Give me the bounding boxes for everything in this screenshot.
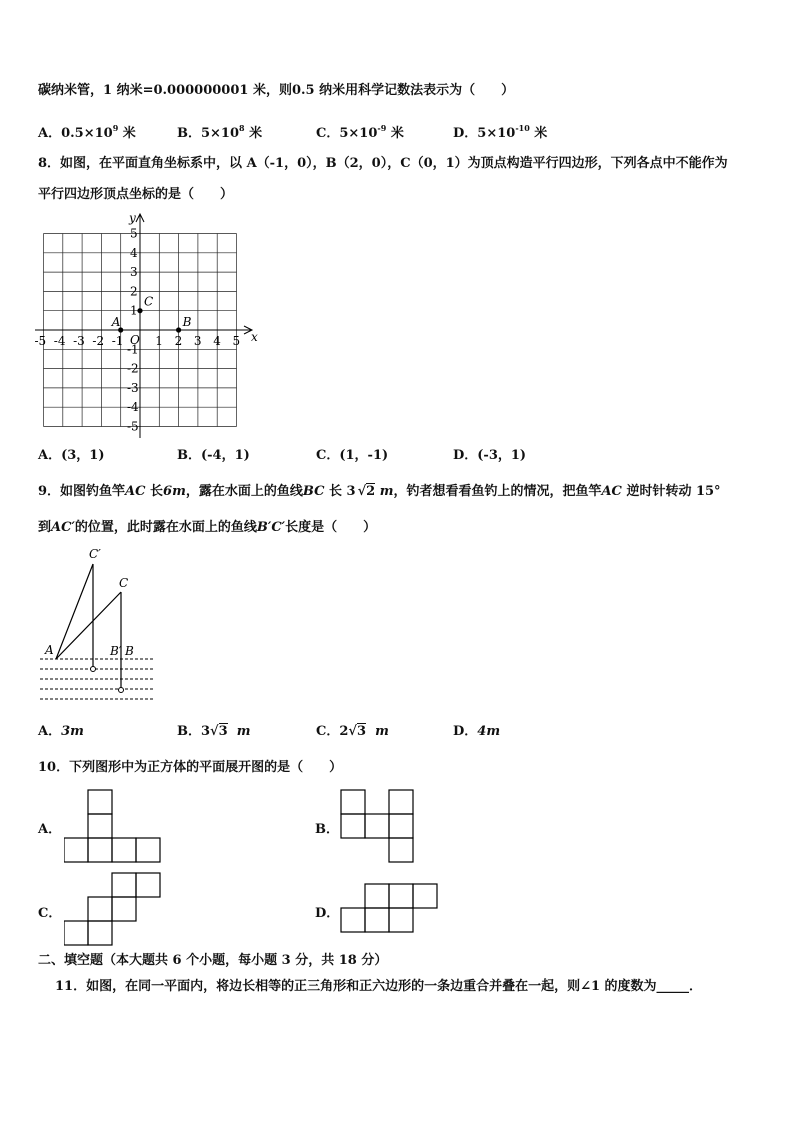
q7-option-d: D．$5\times 10^{-10}$ 米 [453,123,548,141]
y-tick-label: -4 [127,400,139,415]
section-2-title: 二、填空题（本大题共 6 个小题，每小题 3 分，共 18 分） [38,953,388,968]
x-tick-label: -5 [34,334,47,348]
y-axis-label: y [129,211,136,225]
y-tick-label: -2 [127,361,139,376]
q10-option-b-label: B． [315,822,339,837]
label-b: B [125,644,134,658]
point-b [176,327,181,332]
x-tick-label: 5 [232,334,241,348]
q7-option-a: A．$0.5\times 10^9$ 米 [38,123,136,141]
q9-option-d: D．4m [453,724,501,739]
q8-option-d: D．(-3，1) [453,448,527,463]
x-tick-label: -4 [53,334,66,348]
point-label-c: C [144,294,154,309]
q7-option-c: C．$5\times 10^{-9}$ 米 [316,123,404,141]
x-tick-label: 4 [213,334,221,348]
x-tick-label: -1 [111,334,124,348]
y-tick-label: 3 [130,265,138,280]
hook-bp [91,667,96,672]
x-tick-label: 1 [155,334,163,348]
point-label-a: A [111,315,121,329]
cube-net-b [340,789,416,864]
rod-acp [56,564,93,659]
hook-b [119,688,124,693]
label-c: C [119,576,129,590]
label-cp: C′ [89,547,101,561]
q9-option-a: A．3m [38,724,84,739]
q10-option-c-label: C． [38,906,62,921]
origin-label: O [130,333,140,347]
q11-stem: 11．如图，在同一平面内，将边长相等的正三角形和正六边形的一条边重合并叠在一起，则∠1 的度数为_____． [55,979,703,994]
x-tick-label: -3 [73,334,85,348]
q9-stem-line2: 到AC′的位置，此时露在水面上的鱼线B′C′长度是（ ） [38,520,377,535]
sqrt-symbol: √ [357,484,367,499]
cube-net-c [64,872,164,947]
fishing-rod-figure [35,545,165,705]
label-a: A [45,643,54,657]
q10-stem: 10．下列图形中为正方体的平面展开图的是（ ） [38,760,343,775]
q8-stem-line1: 8．如图，在平面直角坐标系中，以 A（-1，0），B（2，0），C（0，1）为顶点构造平行四边形，下列各点中不能作为 [38,156,728,171]
q10-option-d-label: D． [315,906,340,921]
q9-option-b: B．3√3 m [177,724,251,739]
point-c [137,308,142,313]
label-bp: B′ [110,644,122,658]
q8-option-c: C．(1，-1) [316,448,389,463]
q8-stem-line2: 平行四边形顶点坐标的是（ ） [38,187,234,202]
q7-stem: 碳纳米管，1 纳米=0.000000001 米，则0.5 纳米用科学记数法表示为（ ） [38,83,515,98]
x-tick-label: 2 [174,334,183,348]
y-tick-label: -1 [127,342,139,357]
y-tick-label: 4 [130,245,138,260]
y-tick-label: -3 [127,380,139,395]
x-tick-label: 3 [193,334,202,348]
y-tick-label: -5 [127,419,139,434]
q9-stem-line1: 9．如图钓鱼竿AC 长6m，露在水面上的鱼线BC 长 3 √2 m，钓者想看看鱼钓上的情况，把鱼竿AC 逆时针转动 15° [38,484,721,499]
x-tick-label: -2 [92,334,105,348]
y-tick-label: 2 [130,284,138,299]
q10-option-a-label: A． [38,822,62,837]
cube-net-a [64,789,164,864]
point-label-b: B [182,315,192,329]
q8-option-b: B．(-4，1) [177,448,250,463]
coordinate-grid-figure [30,210,265,440]
cube-net-d [340,883,440,935]
x-axis-label: x [251,330,258,344]
q9-option-c: C．2√3 m [316,724,389,739]
y-tick-label: 5 [130,226,138,241]
q8-option-a: A．(3，1) [38,448,105,463]
q7-option-b: B．$5\times 10^8$ 米 [177,123,263,141]
y-tick-label: 1 [130,303,138,318]
